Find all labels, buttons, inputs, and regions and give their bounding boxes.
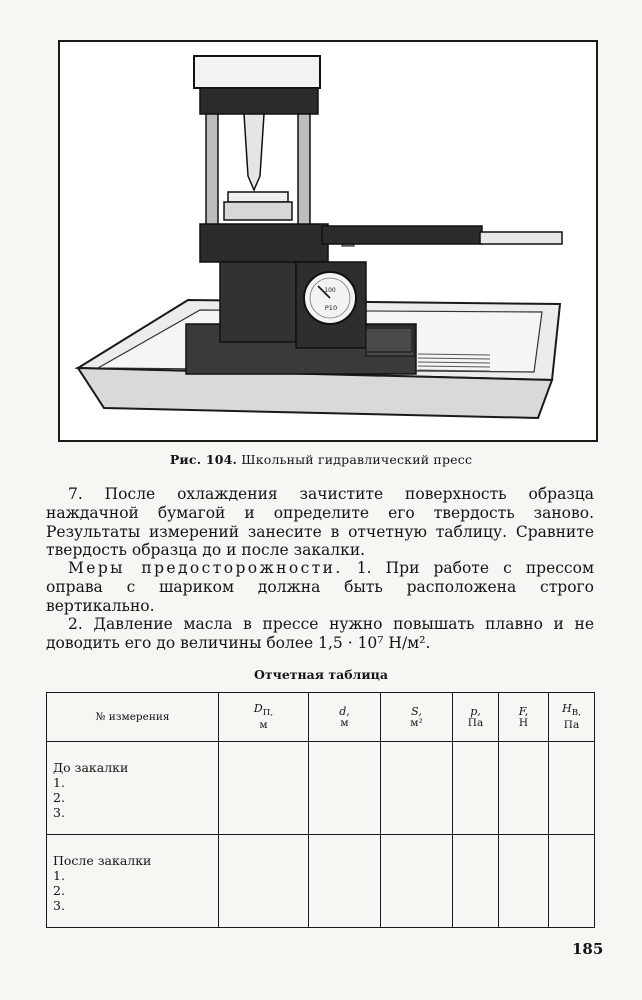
cylinder-body bbox=[220, 262, 296, 342]
report-table bbox=[46, 692, 595, 928]
table-cell bbox=[499, 835, 549, 928]
table-row-after-hardening bbox=[47, 835, 595, 928]
precautions-heading: Меры предосторожности. bbox=[68, 559, 343, 577]
table-cell bbox=[549, 742, 595, 835]
caption-label: Рис. 104. bbox=[169, 452, 238, 467]
header-d: d, м bbox=[309, 693, 381, 742]
table-header-row bbox=[47, 693, 595, 742]
table-cell bbox=[453, 835, 499, 928]
top-cap bbox=[194, 56, 320, 88]
table-cell bbox=[309, 835, 381, 928]
right-column bbox=[298, 114, 310, 240]
table-cell bbox=[381, 742, 453, 835]
header-p: p, Па bbox=[453, 693, 499, 742]
header-measurement-number: № измерения bbox=[47, 693, 219, 742]
paragraph-precautions-2: 2. Давление масла в прессе нужно повышать плавно и не доводить его до величины более 1,5 · 10⁷ Н/м². bbox=[46, 615, 594, 652]
table-cell bbox=[381, 835, 453, 928]
precautions-item-1: 1. При работе с прессом оправа с шариком должна быть расположена строго вертикально. bbox=[46, 559, 594, 615]
hydraulic-press-drawing bbox=[60, 42, 596, 440]
lever-handle bbox=[480, 232, 562, 244]
figure-caption bbox=[0, 452, 642, 467]
header-f: F, Н bbox=[499, 693, 549, 742]
row-label-after: После закалки 1. 2. 3. bbox=[47, 835, 219, 928]
table-cell bbox=[219, 835, 309, 928]
table-row-before-hardening bbox=[47, 742, 595, 835]
cylinder-head bbox=[200, 224, 328, 262]
press-illustration bbox=[58, 40, 598, 442]
header-s: S, м² bbox=[381, 693, 453, 742]
header-hb: $H_{B,}$ Па bbox=[549, 693, 595, 742]
table-title: Отчетная таблица bbox=[254, 667, 388, 682]
table-cell bbox=[549, 835, 595, 928]
crosshead bbox=[200, 88, 318, 114]
gauge-label-mid: P10 bbox=[324, 304, 338, 312]
caption-text: Школьный гидравлический пресс bbox=[241, 452, 473, 467]
page-number: 185 bbox=[572, 940, 604, 958]
table-cell bbox=[309, 742, 381, 835]
table-cell bbox=[219, 742, 309, 835]
header-d-p: $D_{П,}$ м bbox=[219, 693, 309, 742]
left-column bbox=[206, 114, 218, 240]
gauge-label-top: 100 bbox=[324, 287, 336, 294]
table-cell bbox=[499, 742, 549, 835]
row-label-before: До закалки 1. 2. 3. bbox=[47, 742, 219, 835]
indenter bbox=[244, 114, 264, 190]
table-cell bbox=[453, 742, 499, 835]
paragraph-precautions-1 bbox=[46, 559, 594, 615]
lever-arm bbox=[322, 226, 482, 244]
anvil bbox=[224, 202, 292, 220]
paragraph-step-7: 7. После охлаждения зачистите поверхность образца наждачной бумагой и определите его твердость заново. Результаты измерений занесите в отчетную таблицу. Сравните твердость образца до и после закалки. bbox=[46, 485, 594, 560]
